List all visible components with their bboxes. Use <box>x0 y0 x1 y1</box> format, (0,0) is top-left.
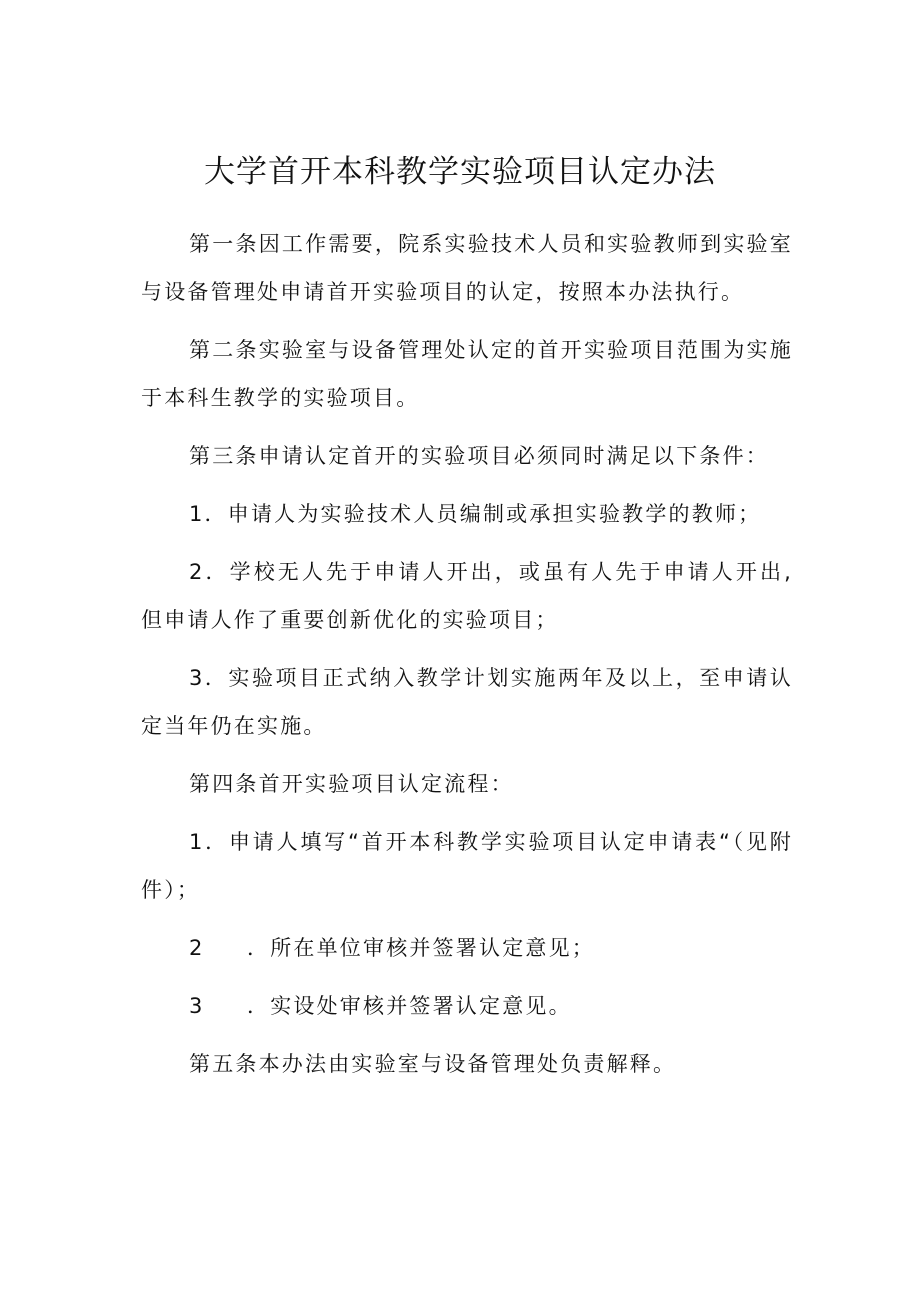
condition-1: 1．申请人为实验技术人员编制或承担实验教学的教师； <box>189 502 762 526</box>
article-5: 第五条本办法由实验室与设备管理处负责解释。 <box>189 1052 677 1076</box>
condition-2: 2．学校无人先于申请人开出，或虽有人先于申请人开出,但申请人作了重要创新优化的实验项目； <box>141 560 793 632</box>
step-number: 2 <box>189 936 205 960</box>
article-1: 第一条因工作需要，院系实验技术人员和实验教师到实验室与设备管理处申请首开实验项目的认定，按照本办法执行。 <box>141 232 793 304</box>
step-text: ．所在单位审核并签署认定意见； <box>247 936 595 960</box>
condition-3: 3．实验项目正式纳入教学计划实施两年及以上，至申请认定当年仍在实施。 <box>141 666 793 738</box>
document-body <box>141 220 793 1088</box>
article-3: 第三条申请认定首开的实验项目必须同时满足以下条件： <box>189 444 769 468</box>
step-number: 3 <box>189 994 205 1018</box>
procedure-step-1: 1．申请人填写“首开本科教学实验项目认定申请表“（见附件）； <box>141 830 793 902</box>
article-2: 第二条实验室与设备管理处认定的首开实验项目范围为实施于本科生教学的实验项目。 <box>141 338 793 410</box>
document-title: 大学首开本科教学实验项目认定办法 <box>204 154 716 190</box>
step-text: ．实设处审核并签署认定意见。 <box>247 994 572 1018</box>
procedure-step-2 <box>141 924 793 972</box>
procedure-step-3 <box>141 982 793 1030</box>
article-4: 第四条首开实验项目认定流程： <box>189 772 514 796</box>
